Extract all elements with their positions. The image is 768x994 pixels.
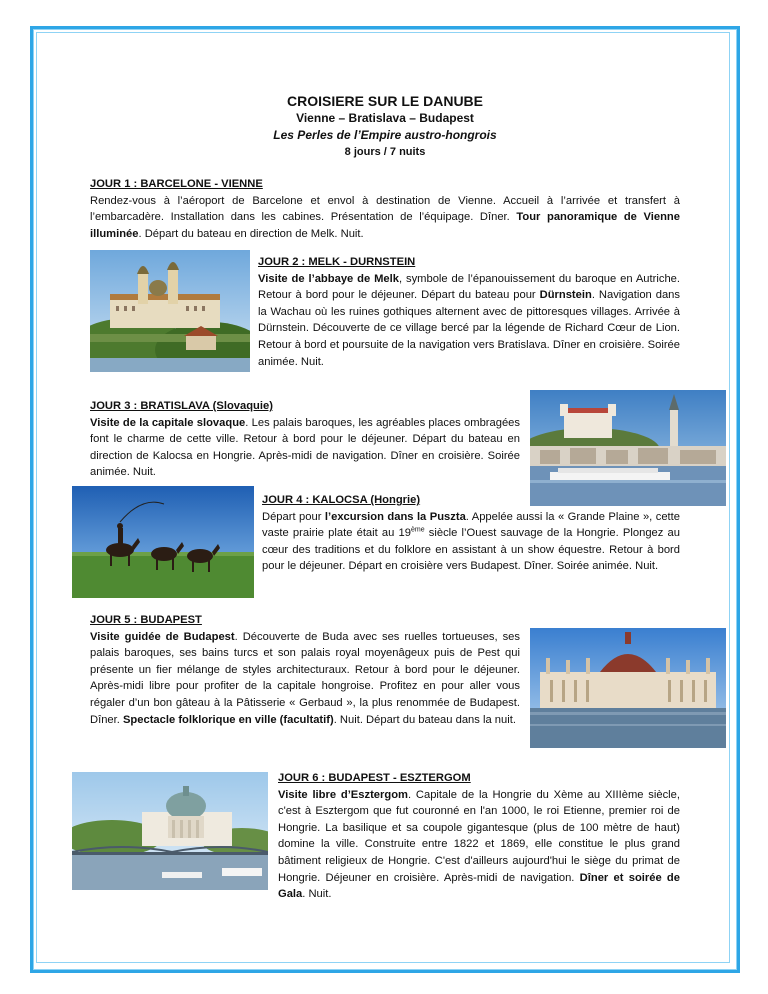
- day-1-title: JOUR 1 : BARCELONE - VIENNE: [90, 178, 263, 190]
- day-1-text-b: . Départ du bateau en direction de Melk. Nuit.: [138, 227, 364, 240]
- day-4-section: [262, 492, 680, 575]
- day-2-bold-b: Dürnstein: [539, 289, 592, 302]
- day-2-text-b: . Navigation dans la Wachau où les ruines gothiques alternent avec de pittoresques villages. Arrivée à Dürnstein. Découverte de ce village bercé par la légende de Richard Cœur de Lion. Retour à bord et poursuite de la navigation vers Bratislava. Dîner en croisière. Soirée animée. Nuit.: [258, 289, 680, 368]
- day-5-text-a: . Découverte de Buda avec ses ruelles tortueuses, ses palais baroques, ses bains turcs et son palais royal moyenâgeux puis de Pest qui présente un fier mélange de styles architecturaux. Retour à bord pour le déjeuner. Après-midi libre pour profiter de la capitale hongroise. Profitez en pour aller vous régaler d’un bon gâteau à la Pâtisserie « Gerbaud », la plus renommée de Budapest. Dîner.: [90, 630, 520, 726]
- day-4-title: JOUR 4 : KALOCSA (Hongrie): [262, 494, 421, 506]
- day-6-section: [278, 770, 680, 903]
- day-5-bold-b: Spectacle folklorique en ville (facultatif): [122, 713, 334, 726]
- title-block: [90, 92, 680, 160]
- day-2-section: [258, 254, 680, 370]
- day-1-section: [90, 176, 680, 242]
- day-2-bold-a: Visite de l’abbaye de Melk: [258, 272, 399, 285]
- day-6-bold-b: Dîner et soirée de Gala: [278, 871, 680, 901]
- day-1-bold-a: Tour panoramique de Vienne illuminée: [90, 211, 680, 240]
- tagline: Les Perles de l’Empire austro-hongrois: [273, 128, 497, 142]
- day-3-section: [90, 398, 520, 481]
- esztergom-photo: [72, 772, 268, 890]
- page-title: CROISIERE SUR LE DANUBE: [286, 93, 484, 109]
- day-4-text-b: . Appelée aussi la « Grande Plaine », cette vaste prairie plate était au 19: [262, 510, 680, 540]
- day-3-title: JOUR 3 : BRATISLAVA (Slovaquie): [90, 400, 273, 412]
- day-3-text-a: . Les palais baroques, les agréables places ombragées font le charme de cette ville. Retour à bord pour le déjeuner. Départ du bateau en direction de Kalocsa en Hongrie. Après-midi de navigation. Dîner en croisière. Soirée animée. Nuit.: [90, 416, 520, 479]
- day-4-text-c: siècle l’Ouest sauvage de la Hongrie. Plongez au cœur des traditions et du folklore en assistant à un show équestre. Retour à bord pour le déjeuner. Départ en croisière vers Budapest. Dîner. Soirée animée. Nuit.: [262, 527, 680, 573]
- melk-abbey-photo: [90, 250, 250, 372]
- day-1-text-a: Rendez-vous à l’aéroport de Barcelone et envol à destination de Vienne. Accueil à l’arrivée et transfert à l’embarcadère. Installation dans les cabines. Présentation de l’équipage. Dîner.: [90, 194, 680, 224]
- day-4-bold-a: l’excursion dans la Puszta: [324, 510, 466, 523]
- day-5-section: [90, 612, 520, 728]
- day-5-text-b: . Nuit. Départ du bateau dans la nuit.: [333, 713, 516, 726]
- day-6-text-b: . Nuit.: [302, 888, 332, 901]
- day-2-text-a: , symbole de l’épanouissement du baroque en Autriche. Retour à bord pour le déjeuner. Départ du bateau pour: [258, 272, 680, 302]
- day-6-title: JOUR 6 : BUDAPEST - ESZTERGOM: [278, 772, 471, 784]
- day-2-title: JOUR 2 : MELK - DURNSTEIN: [258, 256, 416, 268]
- day-4-sup: ème: [410, 526, 425, 534]
- day-5-bold-a: Visite guidée de Budapest: [90, 630, 235, 643]
- route-subtitle: Vienne – Bratislava – Budapest: [296, 111, 474, 125]
- budapest-parliament-photo: [530, 628, 726, 748]
- day-4-text-a: Départ pour: [262, 510, 325, 523]
- duration: 8 jours / 7 nuits: [344, 146, 426, 158]
- bratislava-photo: [530, 390, 726, 506]
- puszta-horses-photo: [72, 486, 254, 598]
- day-6-text-a: . Capitale de la Hongrie du Xème au XIIIème siècle, c'est à Esztergom que fut couronné en l'an 1000, le roi Etienne, premier roi de Hongrie. La basilique et sa coupole gigantesque (plus de 100 mètre de haut) domine la ville. Construite entre 1822 et 1869, elle constitue le plus grand bâtiment religieux de Hongrie. C'est d'ailleurs aujourd'hui le siège du primat de Hongrie. Déjeuner en croisière. Après-midi de navigation.: [278, 788, 680, 884]
- day-5-title: JOUR 5 : BUDAPEST: [90, 614, 202, 626]
- day-3-bold-a: Visite de la capitale slovaque: [90, 416, 246, 429]
- day-6-bold-a: Visite libre d’Esztergom: [278, 788, 408, 801]
